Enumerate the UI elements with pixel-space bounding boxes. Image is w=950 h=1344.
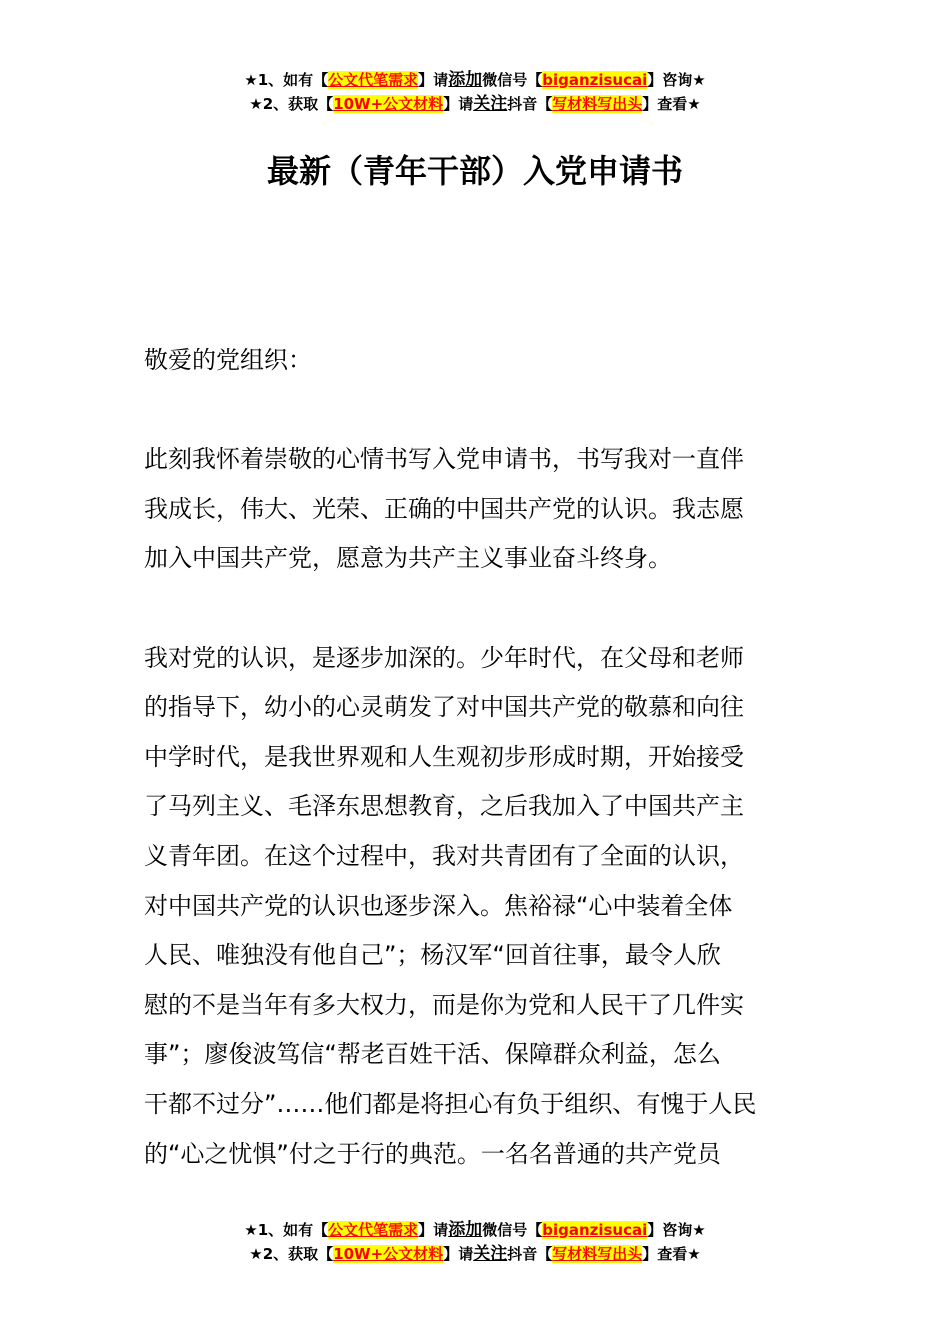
banner-highlight: 10W+公文材料 [333, 1245, 444, 1263]
banner-text: 微信号【 [482, 71, 543, 89]
text-line: 事”；廖俊波笃信“帮老百姓干活、保障群众利益，怎么 [144, 1040, 721, 1069]
text-line: 的指导下，幼小的心灵萌发了对中国共产党的敬慕和向往 [144, 693, 744, 722]
banner-text: 】咨询★ [647, 71, 706, 89]
banner-line-2 [0, 1242, 950, 1266]
text-line: 我成长，伟大、光荣、正确的中国共产党的认识。我志愿 [144, 494, 744, 523]
banner-emphasis: 添加 [448, 1220, 483, 1240]
banner-text: 抖音【 [507, 1245, 553, 1263]
banner-highlight: 公文代笔需求 [328, 1221, 419, 1239]
banner-text: ★2、获取【 [249, 1245, 334, 1263]
header-banner [0, 68, 950, 116]
text-line: 对中国共产党的认识也逐步深入。焦裕禄“心中装着全体 [144, 891, 733, 920]
text-line: 干都不过分”……他们都是将担心有负于组织、有愧于人民 [144, 1089, 757, 1118]
banner-text: ★1、如有【 [244, 71, 329, 89]
text-line: 的“心之忧惧”付之于行的典范。一名名普通的共产党员 [144, 1139, 721, 1168]
text-line: 人民、唯独没有他自己”；杨汉军“回首往事，最令人欣 [144, 941, 721, 970]
banner-text: 】请 [443, 95, 474, 113]
banner-wechat-id: biganzisucai [542, 71, 648, 89]
text-line: 中学时代，是我世界观和人生观初步形成时期，开始接受 [144, 742, 744, 771]
text-line: 义青年团。在这个过程中，我对共青团有了全面的认识， [144, 841, 744, 870]
paragraph [144, 634, 808, 1180]
banner-douyin-id: 写材料写出头 [552, 1245, 643, 1263]
text-line: 我对党的认识，是逐步加深的。少年时代，在父母和老师 [144, 643, 744, 672]
banner-text: 】咨询★ [647, 1221, 706, 1239]
banner-wechat-id: biganzisucai [542, 1221, 648, 1239]
banner-text: 】请 [443, 1245, 474, 1263]
banner-text: 】请 [418, 1221, 449, 1239]
banner-emphasis: 添加 [448, 70, 483, 90]
banner-line-1 [0, 1218, 950, 1242]
banner-douyin-id: 写材料写出头 [552, 95, 643, 113]
text-line: 加入中国共产党，愿意为共产主义事业奋斗终身。 [144, 544, 672, 573]
banner-emphasis: 关注 [473, 1244, 508, 1264]
banner-text: 】查看★ [642, 95, 701, 113]
text-line: 了马列主义、毛泽东思想教育，之后我加入了中国共产主 [144, 792, 744, 821]
banner-line-1 [0, 68, 950, 92]
banner-text: ★1、如有【 [244, 1221, 329, 1239]
paragraph [144, 435, 808, 584]
banner-text: 抖音【 [507, 95, 553, 113]
salutation: 敬爱的党组织： [144, 346, 312, 374]
banner-text: ★2、获取【 [249, 95, 334, 113]
banner-line-2 [0, 92, 950, 116]
banner-text: 微信号【 [482, 1221, 543, 1239]
banner-highlight: 10W+公文材料 [333, 95, 444, 113]
text-line: 此刻我怀着崇敬的心情书写入党申请书，书写我对一直伴 [144, 445, 744, 474]
banner-highlight: 公文代笔需求 [328, 71, 419, 89]
footer-banner [0, 1218, 950, 1266]
banner-emphasis: 关注 [473, 94, 508, 114]
banner-text: 】查看★ [642, 1245, 701, 1263]
text-line: 慰的不是当年有多大权力，而是你为党和人民干了几件实 [144, 990, 744, 1019]
document-title: 最新（青年干部）入党申请书 [266, 152, 683, 190]
banner-text: 】请 [418, 71, 449, 89]
document-body [144, 336, 808, 1179]
